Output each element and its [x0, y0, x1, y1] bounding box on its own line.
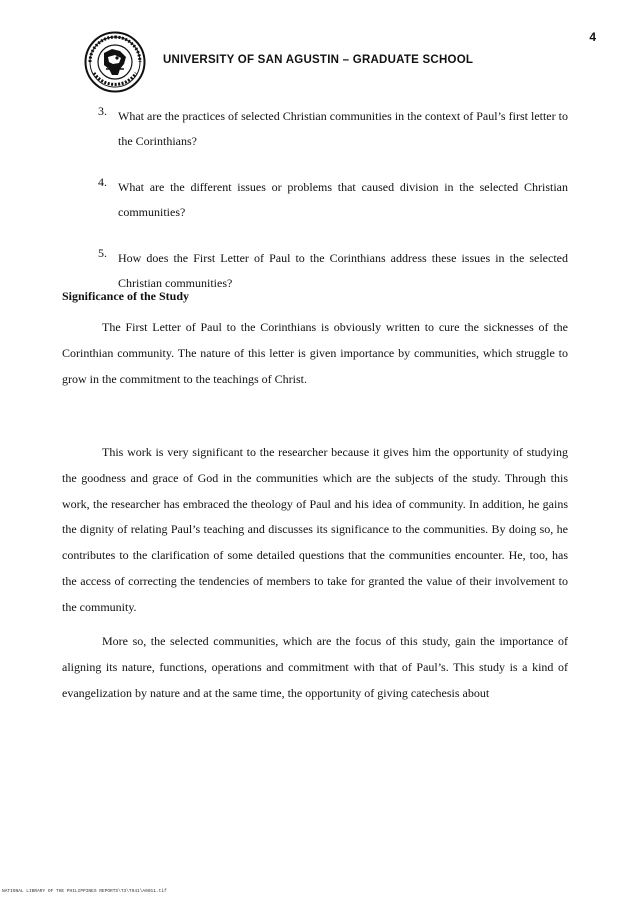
body-paragraph-2	[62, 440, 568, 621]
paragraph-text: The First Letter of Paul to the Corinthians is obviously written to cure the sicknesses of the Corinthian community. The nature of this letter is given importance by communities, which struggle to grow in the commitment to the teachings of Christ.	[62, 320, 568, 386]
university-seal-icon	[84, 31, 146, 93]
paragraph-text: This work is very significant to the researcher because it gives him the opportunity of studying the goodness and grace of God in the communities which are the subjects of the study. Through this work, the researcher has embraced the theology of Paul and his idea of community. In addition, he gains the dignity of relating Paul’s teaching and discusses its significance to the communities. By doing so, he contributes to the clarification of some detailed questions that the communities encounter. He, too, has the access of correcting the tendencies of members to take for granted the value of their involvement to the community.	[62, 445, 568, 614]
question-number: 4.	[98, 175, 107, 189]
research-questions-list	[98, 104, 568, 317]
question-text: What are the practices of selected Christian communities in the context of Paul’s first letter to the Corinthians?	[118, 109, 568, 148]
question-item	[98, 104, 568, 154]
question-number: 3.	[98, 104, 107, 118]
question-text: What are the different issues or problems that caused division in the selected Christian communities?	[118, 180, 568, 219]
question-number: 5.	[98, 246, 107, 260]
body-paragraph-3	[62, 629, 568, 706]
paragraph-text: More so, the selected communities, which are the focus of this study, gain the importance of aligning its nature, functions, operations and commitment with that of Paul’s. This study is a kind of evangelization by nature and at the same time, the opportunity of giving catechesis about	[62, 634, 568, 700]
page-number: 4	[589, 30, 596, 44]
university-header: UNIVERSITY OF SAN AGUSTIN – GRADUATE SCHOOL	[163, 54, 474, 66]
question-item	[98, 175, 568, 225]
body-paragraph-1	[62, 315, 568, 392]
section-heading: Significance of the Study	[62, 289, 190, 303]
question-text: How does the First Letter of Paul to the Corinthians address these issues in the selected Christian communities?	[118, 251, 568, 290]
scan-footer-note: NATIONAL LIBRARY OF THE PHILIPPINES REPORTS\T3\T941\A0011.tif	[2, 889, 167, 894]
